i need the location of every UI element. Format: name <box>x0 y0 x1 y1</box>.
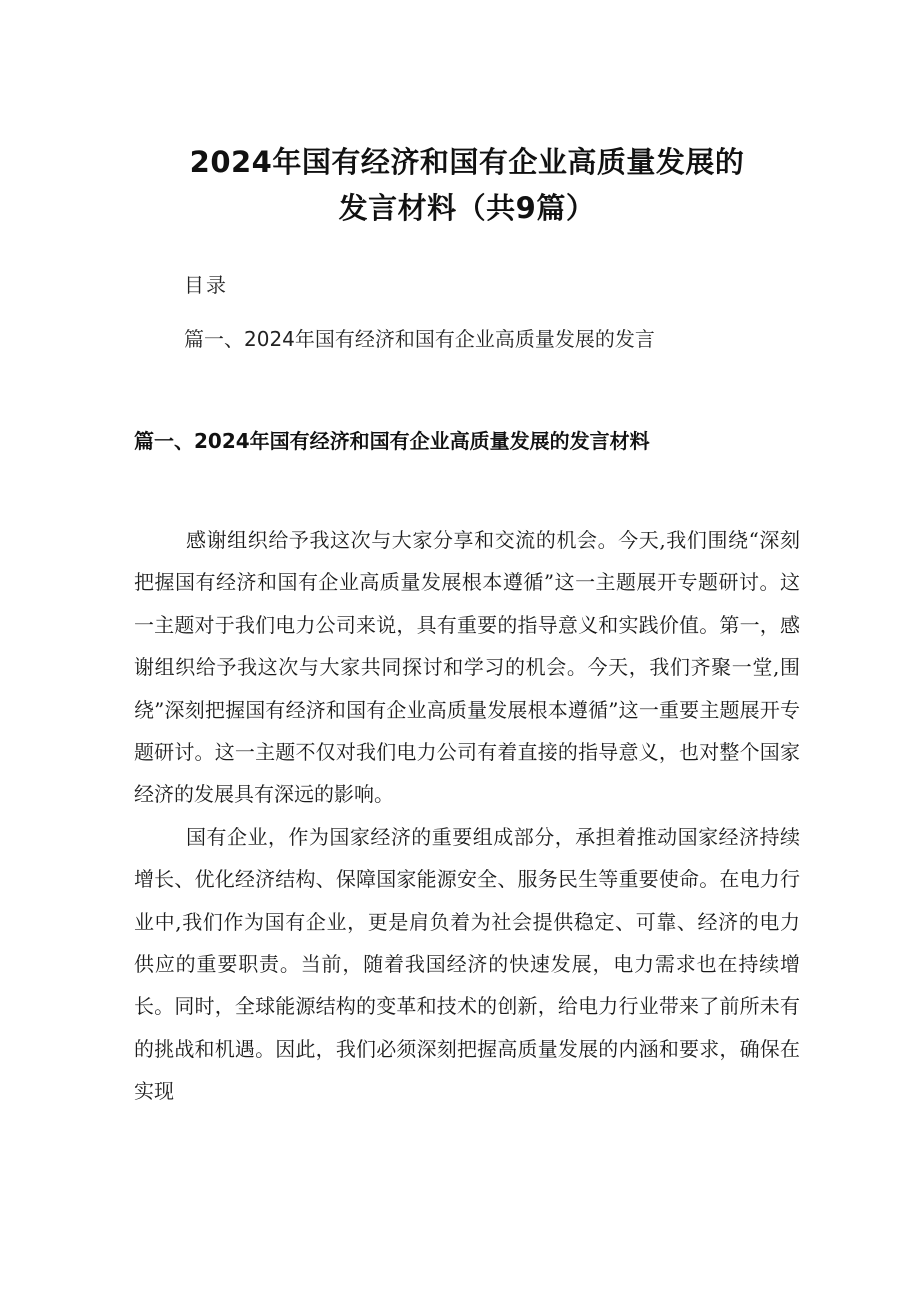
body-text <box>134 519 800 1113</box>
table-of-contents <box>134 271 800 353</box>
document-title-line-2: 发言材料（共9篇） <box>338 191 596 225</box>
section-heading: 篇一、2024年国有经济和国有企业高质量发展的发言材料 <box>134 429 650 453</box>
paragraph-1: 感谢组织给予我这次与大家分享和交流的机会。今天,我们围绕“深刻把握国有经济和国有企业高质量发展根本遵循”这一主题展开专题研讨。这一主题对于我们电力公司来说，具有重要的指导意义和实践价值。第一，感谢组织给予我这次与大家共同探讨和学习的机会。今天，我们齐聚一堂,围绕”深刻把握国有经济和国有企业高质量发展根本遵循”这一重要主题展开专题研讨。这一主题不仅对我们电力公司有着直接的指导意义，也对整个国家经济的发展具有深远的影响。 <box>134 528 800 807</box>
toc-item-1[interactable]: 篇一、2024年国有经济和国有企业高质量发展的发言 <box>184 327 655 351</box>
document-title-line-1: 2024年国有经济和国有企业高质量发展的 <box>189 145 745 179</box>
toc-heading: 目录 <box>184 273 228 297</box>
document-title <box>134 0 800 231</box>
paragraph-2: 国有企业，作为国家经济的重要组成部分，承担着推动国家经济持续增长、优化经济结构、保障国家能源安全、服务民生等重要使命。在电力行业中,我们作为国有企业，更是肩负着为社会提供稳定、可靠、经济的电力供应的重要职责。当前，随着我国经济的快速发展，电力需求也在持续增长。同时，全球能源结构的变革和技术的创新，给电力行业带来了前所未有的挑战和机遇。因此，我们必须深刻把握高质量发展的内涵和要求，确保在实现 <box>134 824 800 1104</box>
